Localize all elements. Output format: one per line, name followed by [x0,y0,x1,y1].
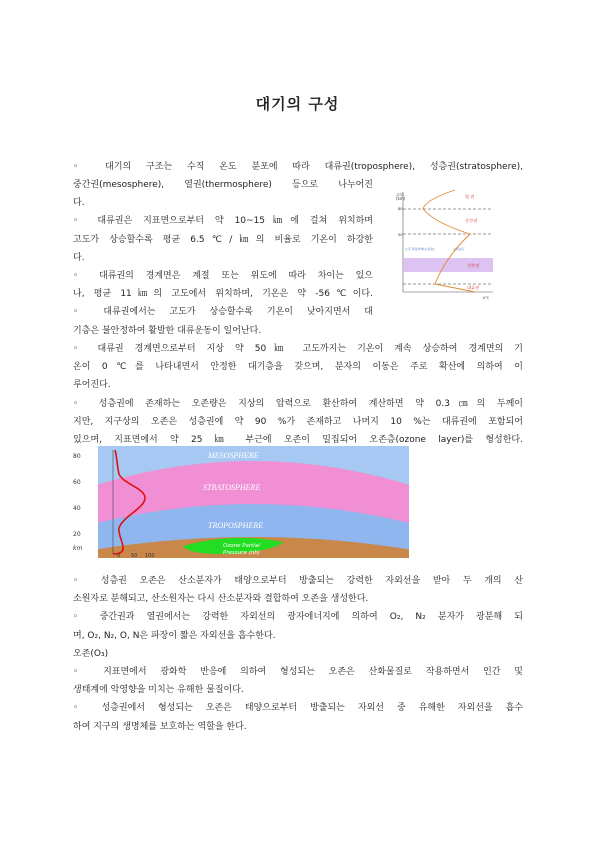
text-line: ◦ 성층권에서 형성되는 오존은 태양으로부터 방출되는 자외선 중 유해한 자외선을 흡수 [73,703,523,714]
text-line: ◦ 대류권에서는 고도가 상승할수록 기온이 낮아지면서 대 [73,307,373,318]
text-line: ◦ 대류권 경계면으로부터 지상 약 50㎞ 고도까지는 기온이 계속 상승하여 경계면의 기 [73,344,523,354]
paragraph-structure-wrap [73,176,373,340]
text-line: ◦ 대기의 구조는 수직 온도 분포에 따라 대류권(troposphere), 성층권(stratosphere), [73,162,523,172]
text-line: 다. [73,252,85,263]
y-axis-label: 고도 [396,192,404,197]
page-title: 대기의 구성 [255,95,340,113]
layer-label-troposphere: TROPOSPHERE [208,521,264,530]
tick-label: 50 [398,233,403,237]
text-line: 루어진다. [73,380,111,391]
x-tick: 0 [117,553,121,558]
text-line: 나, 평균 11㎞의 고도에서 위치하며, 기온은 약 -56℃이다. [73,289,373,300]
paragraph-stratosphere [73,340,523,449]
label-troposphere: 대류권 [467,285,480,290]
layer-label-stratosphere: STRATOSPHERE [203,483,261,492]
y-tick: 80 [73,453,81,460]
label-stratosphere: 성층권 [467,263,480,268]
text-line: 지만, 지구상의 오존은 성층권에 약 90 %가 존재하고 나머지 10 %는 대류권에 포함되어 [73,416,523,427]
text-line: 있으며, 지표면에서 약 25 ㎞ 부근에 오존이 밀집되어 오존층(ozone layer)를 형성한다. [73,435,523,446]
ozone-label: Ozone Partial [223,543,260,549]
y-tick: 60 [73,479,81,486]
label-thermosphere: 열 권 [465,194,475,199]
paragraph-structure [73,158,523,176]
text-line: 온이 0℃를 나타내면서 안정한 대기층을 갖으며, 분자의 이동은 주로 확산에 의하여 이 [73,362,523,373]
y-unit: km [73,545,83,552]
text-line: ◦ 성층권 오존은 산소분자가 태양으로부터 방출되는 강력한 자외선을 받아 두 개의 산 [73,576,523,586]
paragraph-ozone [73,572,523,736]
label-ozone-concentration: 오존농도 [453,247,465,251]
text-line: 중간권(mesosphere), 열권(thermosphere) 등으로 나누어진 [73,180,373,190]
text-line: 소원자로 분해되고, 산소원자는 다시 산소분자와 결합하여 오존을 생성한다. [73,594,369,605]
tick-label: 80 [398,207,403,211]
atmosphere-layer-diagram [395,188,497,301]
text-line: ◦ 대류권은 지표면으로부터 약 10~15㎞에 걸쳐 위치하며 [73,216,373,227]
text-line: 며, O₂, N₂, O, N은 파장이 짧은 자외선을 흡수한다. [73,630,276,641]
text-line: 하여 지구의 생명체를 보호하는 역할을 한다. [73,721,247,732]
text-line: 다. [73,198,85,209]
text-line: ◦ 지표면에서 광화학 반응에 의하여 형성되는 오존은 산화물질로 작용하면서 인간 및 [73,667,523,678]
text-line: ◦ 성층권에 존재하는 오존량은 지상의 압력으로 환산하여 계산하면 약 0.3㎝의 두께이 [73,398,523,409]
text-line: ◦ 대류권의 경계면은 계절 또는 위도에 따라 차이는 있으 [73,271,373,282]
ozone-label-unit: Pressure (nb) [223,550,260,556]
y-tick: 20 [73,531,81,538]
text-line: 기층은 불안정하여 활발한 대류운동이 일어난다. [73,325,262,336]
x-tick: 50 [131,553,138,558]
text-line: 생태계에 악영향을 미치는 유해한 물질이다. [73,685,244,696]
y-tick: 40 [73,505,81,512]
text-line: ◦ 중간권과 열권에서는 강력한 자외선의 광자에너지에 의하여 O₂, N₂ 분자가 광분해 되 [73,612,523,623]
ozone-cross-section-diagram [73,446,409,558]
x-tick: 100 [145,553,155,558]
text-line: 고도가 상승할수록 평균 6.5℃/㎞의 비율로 기온이 하강한 [73,234,373,245]
label-mesosphere: 중간권 [465,218,478,223]
y-axis-unit: (km) [396,196,406,201]
x-axis-label: 0℃ [483,296,490,300]
layer-label-mesosphere: MESOSPHERE [208,451,259,460]
section-heading: 오존(O₃) [73,648,109,659]
label-ozone: 오존 밀집지역(오존층) [405,247,435,251]
